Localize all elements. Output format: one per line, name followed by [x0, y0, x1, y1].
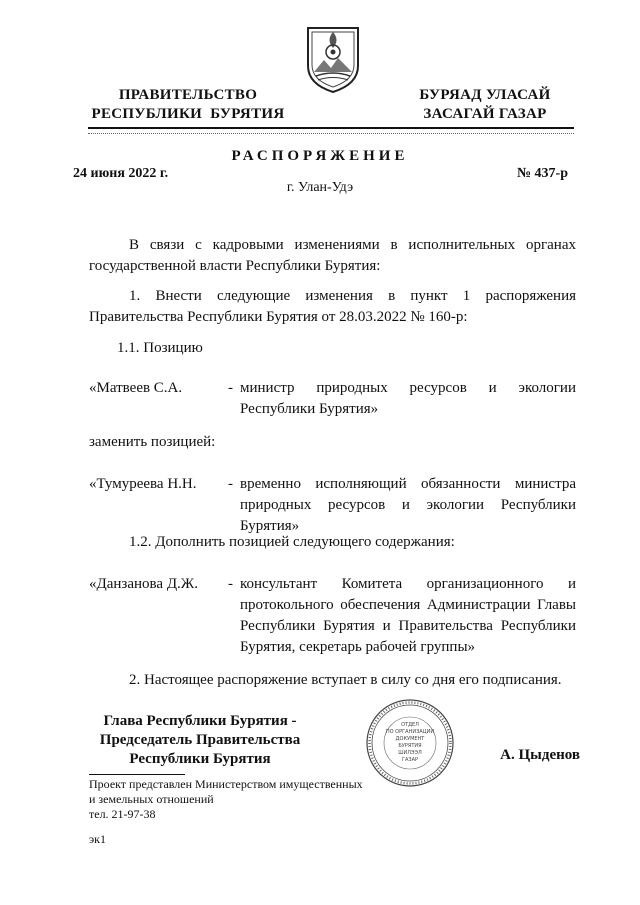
footnote-phone: тел. 21-97-38 [89, 807, 156, 821]
document-code: эк1 [89, 832, 106, 846]
seal-line: ДОКУМЕНТ [395, 736, 425, 742]
signer-name: А. Цыденов [500, 747, 580, 763]
signatory-title-line3: Республики Бурятия [129, 751, 271, 767]
added-position-text: консультант Комитета организационного и протокольного обеспечения Администрации Главы Республики Бурятия и Правительства Республики Бурятия, секретарь рабочей группы» [240, 576, 576, 655]
added-position-name: «Данзанова Д.Ж. [89, 576, 198, 592]
document-title: РАСПОРЯЖЕНИЕ [231, 148, 409, 164]
government-name-bua [410, 86, 560, 124]
coat-of-arms-icon [304, 22, 362, 94]
government-name-bua-line2: ЗАСАГАЙ ГАЗАР [423, 106, 547, 122]
old-position-dash: - [228, 380, 233, 396]
government-name-ru [88, 86, 288, 124]
old-position-text: министр природных ресурсов и экологии Республики Бурятия» [240, 380, 576, 417]
document-number: № 437-р [516, 166, 568, 181]
seal-line: ШИЛЭЭЛ [398, 750, 422, 756]
item-2: 2. Настоящее распоряжение вступает в силу со дня его подписания. [129, 672, 562, 688]
footnote [89, 777, 363, 822]
new-position-dash: - [228, 476, 233, 492]
government-name-ru-line2: РЕСПУБЛИКИ БУРЯТИЯ [91, 106, 285, 122]
seal-line: БУРЯТИЯ [398, 743, 422, 749]
footnote-line1: Проект представлен Министерством имущественных [89, 777, 363, 791]
item-1-1: 1.1. Позицию [117, 340, 203, 356]
seal-line: ОТДЕЛ [401, 722, 419, 728]
official-seal-icon [365, 698, 455, 788]
replace-label: заменить позицией: [89, 434, 216, 450]
government-name-ru-line1: ПРАВИТЕЛЬСТВО [118, 87, 258, 103]
old-position-name: «Матвеев С.А. [89, 380, 183, 396]
seal-line: ГАЗАР [401, 757, 419, 763]
new-position-text: временно исполняющий обязанности министра природных ресурсов и экологии Республики Бурятия» [240, 476, 576, 534]
item-1-2: 1.2. Дополнить позицией следующего содержания: [129, 534, 455, 550]
header-divider-dotted [88, 133, 574, 134]
government-name-bua-line1: БУРЯАД УЛАСАЙ [419, 87, 551, 103]
seal-line: ПО ОРГАНИЗАЦИИ [385, 729, 435, 735]
added-position-dash: - [228, 576, 233, 592]
footnote-divider [89, 774, 185, 775]
new-position-name: «Тумуреева Н.Н. [89, 476, 197, 492]
signatory-title-line1: Глава Республики Бурятия - [103, 713, 297, 729]
signatory-title-line2: Председатель Правительства [99, 732, 301, 748]
document-date: 24 июня 2022 г. [73, 166, 169, 181]
item-1: 1. Внести следующие изменения в пункт 1 распоряжения Правительства Республики Бурятия от 28.03.2022 № 160-р: [89, 288, 576, 325]
footnote-line2: и земельных отношений [89, 792, 214, 806]
header-divider [88, 127, 574, 129]
document-city: г. Улан-Удэ [286, 180, 354, 195]
intro-paragraph: В связи с кадровыми изменениями в исполнительных органах государственной власти Республики Бурятия: [89, 237, 576, 274]
signatory-title [80, 712, 320, 769]
